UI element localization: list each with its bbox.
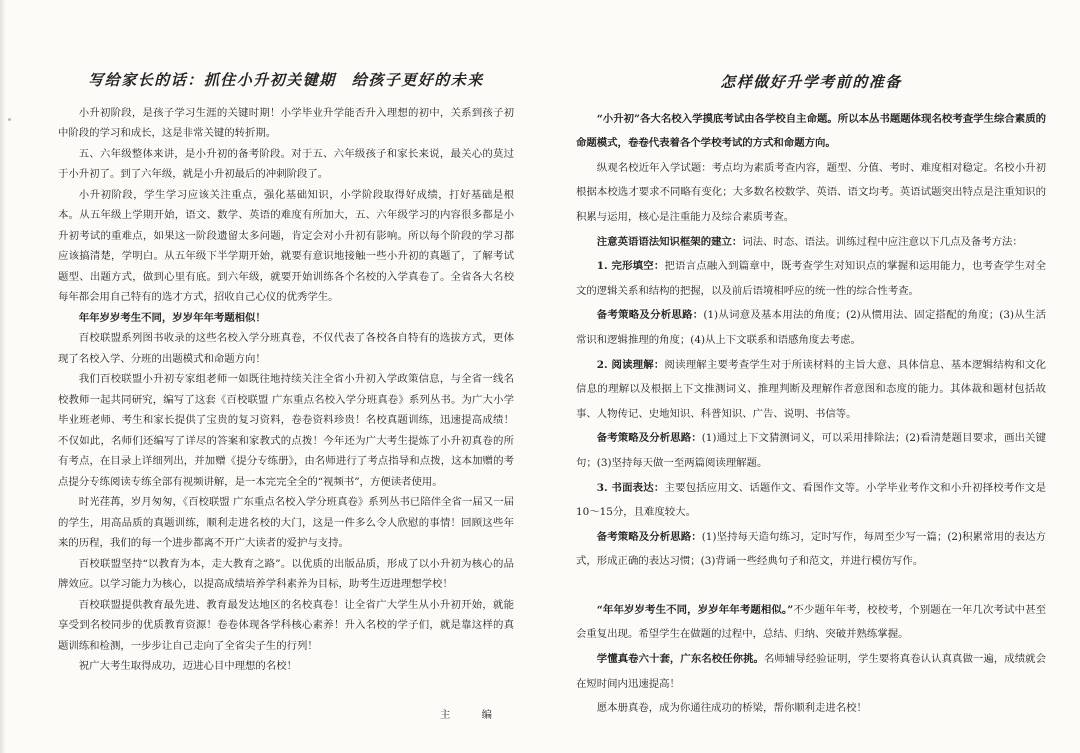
right-paragraph-10 xyxy=(576,598,1046,647)
right-paragraph-6-body: 阅读理解主要考查学生对于所读材料的主旨大意、具体信息、基本逻辑结构和文化信息的理解以及根据上下文推测词义、推理判断及理解作者意图和态度的能力。其体裁和题材包括故事、人物传记、史地知识、科普知识、广告、说明、书信等。 xyxy=(576,358,1047,420)
right-column xyxy=(576,62,1046,721)
scan-speck xyxy=(8,118,11,121)
right-paragraph-11-lead: 学懂真卷六十套，广东名校任你挑。 xyxy=(596,653,764,666)
right-paragraph-4-lead: 1. 完形填空： xyxy=(596,260,665,273)
right-paragraph-11 xyxy=(576,647,1046,696)
left-paragraph-7: 时光荏苒，岁月匆匆，《百校联盟 广东重点名校入学分班真卷》系列丛书已陪伴全省一届又一届的学生，用高品质的真题训练，顺利走进名校的大门，这是一件多么令人欣慰的事情！回顾这些年来的历程，我们的每一个进步都离不开广大读者的爱护与支持。 xyxy=(58,496,514,549)
right-paragraph-2: 纵观名校近年入学试题：考点均为素质考查内容，题型、分值、考时、难度相对稳定。名校小升初根据本校选才要求不同略有变化；大多数名校数学、英语、语文均考。英语试题突出特点是注重知识的积累与运用，核心是注重能力及综合素质考查。 xyxy=(576,161,1046,223)
right-paragraph-12: 愿本册真卷，成为你通往成功的桥梁，帮你顺利走进名校！ xyxy=(596,702,867,715)
right-paragraph-7-body: (1)通过上下文猜测词义，可以采用排除法；(2)看清楚题目要求，画出关键句；(3)坚持每天做一至两篇阅读理解题。 xyxy=(576,432,1047,469)
right-paragraph-6-lead: 2. 阅读理解： xyxy=(596,358,665,371)
left-paragraph-4-highlight: 年年岁岁考生不同，岁岁年年考题相似！ xyxy=(78,311,266,324)
right-paragraph-3-lead: 注意英语语法知识框架的建立： xyxy=(596,235,743,248)
right-paragraph-10-lead: “年年岁岁考生不同，岁岁年年考题相似。” xyxy=(596,603,794,616)
left-title-part-b: 给孩子更好的未来 xyxy=(351,71,484,89)
right-paragraph-3 xyxy=(576,230,1046,255)
left-paragraph-1: 小升初阶段，是孩子学习生涯的关键时期！小学毕业升学能否升入理想的初中，关系到孩子初中阶段的学习和成长，这是非常关键的转折期。 xyxy=(58,106,514,139)
left-title xyxy=(58,70,514,91)
left-paragraph-5: 百校联盟系列图书收录的这些名校入学分班真卷，不仅代表了各校各自特有的选拔方式，更体现了名校入学、分班的出题模式和命题方向！ xyxy=(58,332,514,365)
right-paragraph-4-body: 把语言点融入到篇章中，既考查学生对知识点的掌握和运用能力，也考查学生对全文的逻辑关系和结构的把握，以及前后语境相呼应的统一性的综合性考查。 xyxy=(576,260,1047,297)
right-paragraph-10-body: 不少题年年考，校校考，个别题在一年几次考试中甚至会重复出现。希望学生在做题的过程中，总结、归纳、突破并熟练掌握。 xyxy=(576,603,1046,641)
left-column xyxy=(58,62,514,725)
right-paragraph-5 xyxy=(576,303,1046,352)
left-paragraph-8: 百校联盟坚持“以教育为本，走大教育之路”。以优质的出版品质，形成了以小升初为核心的品牌效应。以学习能力为核心，以提高成绩培养学科素养为目标，助考生迈进理想学校！ xyxy=(58,557,514,590)
right-paragraph-9 xyxy=(576,525,1046,574)
left-paragraph-9: 百校联盟提供教育最先进、教育最发达地区的名校真卷！让全省广大学生从小升初开始，就能享受到名校同步的优质教育资源！卷卷体现各学科核心素养！升入名校的学子们，就是靠这样的真题训练和检测，一步步让自己走向了全省尖子生的行列！ xyxy=(58,598,514,652)
right-paragraph-11-body: 名师辅导经验证明，学生要将真卷认认真真做一遍，成绩就会在短时间内迅速提高！ xyxy=(576,653,1047,690)
left-paragraph-2: 五、六年级整体来讲，是小升初的备考阶段。对于五、六年级孩子和家长来说，最关心的莫过于小升初了。到了六年级，就是小升初最后的冲刺阶段了。 xyxy=(58,147,514,180)
right-paragraph-8-lead: 3. 书面表达： xyxy=(596,481,665,494)
right-paragraph-5-body: (1)从词意及基本用法的角度；(2)从惯用法、固定搭配的角度；(3)从生活常识和逻辑推理的角度；(4)从上下文联系和语感角度去考虑。 xyxy=(576,309,1046,346)
right-paragraph-7-lead: 备考策略及分析思路： xyxy=(596,432,702,445)
right-paragraph-6 xyxy=(576,353,1046,427)
left-paragraph-10: 祝广大考生取得成功，迈进心目中理想的名校！ xyxy=(78,660,297,672)
right-paragraph-3-body: 词法、时态、语法。训练过程中应注意以下几点及备考方法： xyxy=(742,235,1023,248)
right-paragraph-4 xyxy=(576,254,1046,303)
left-title-part-a: 写给家长的话：抓住小升初关键期 xyxy=(88,71,336,89)
right-paragraph-1: “小升初”各大名校入学摸底考试由各学校自主命题。所以本丛书题题体现名校考查学生综合素质的命题模式，卷卷代表着各个学校考试的方式和命题方向。 xyxy=(576,112,1046,150)
right-paragraph-8 xyxy=(576,476,1046,525)
right-paragraph-5-lead: 备考策略及分析思路： xyxy=(596,309,704,322)
right-paragraph-8-body: 主要包括应用文、话题作文、看图作文等。小学毕业考作文和小升初择校考作文是10～15分，且难度较大。 xyxy=(576,481,1047,519)
page-edge-shadow xyxy=(0,0,6,753)
left-paragraph-3: 小升初阶段，学生学习应该关注重点，强化基础知识，小学阶段取得好成绩，打好基础是根本。从五年级上学期开始，语文、数学、英语的难度有所加大，五、六年级学习的内容很多都是小升初考试的重难点，如果这一阶段遗留太多问题，肯定会对小升初有影响。所以每个阶段的学习都应该搞清楚，学明白。从五年级下半学期开始，就要有意识地接触一些小升初的真题了，了解考试题型、出题方式，做到心里有底。到六年级，就要开始训练各个名校的入学真卷了。全省各大名校每年都会用自己特有的选才方式，招收自己心仪的优秀学生。 xyxy=(58,188,514,303)
right-title: 怎样做好升学考前的准备 xyxy=(720,73,902,91)
right-paragraph-9-body: (1)坚持每天造句练习，定时写作，每周至少写一篇；(2)积累常用的表达方式，形成正确的表达习惯；(3)背诵一些经典句子和范文，并进行模仿写作。 xyxy=(576,530,1047,568)
right-paragraph-9-lead: 备考策略及分析思路： xyxy=(596,530,702,543)
right-paragraph-7 xyxy=(576,426,1046,475)
signature-editor: 主 编 xyxy=(439,708,506,721)
paragraph-spacer xyxy=(576,574,1046,598)
left-paragraph-6: 我们百校联盟小升初专家组老师一如既往地持续关注全省小升初入学政策信息，与全省一线名校教师一起共同研究，编写了这套《百校联盟 广东重点名校入学分班真卷》系列丛书。为广大小学毕业班老师、考生和家长提供了宝贵的复习资料，卷卷资料珍贵！名校真题训练，迅速提高成绩！不仅如此，名师们还编写了详尽的答案和家教式的点拨！今年还为广大考生提炼了小升初真卷的所有考点，在目录上详细列出，并加赠《提分专练册》，由名师进行了考点指导和点拨，这本加赠的考点提分专练阅读专练全部有视频讲解，是一本完完全全的“视频书”，方便读者使用。 xyxy=(58,373,514,488)
